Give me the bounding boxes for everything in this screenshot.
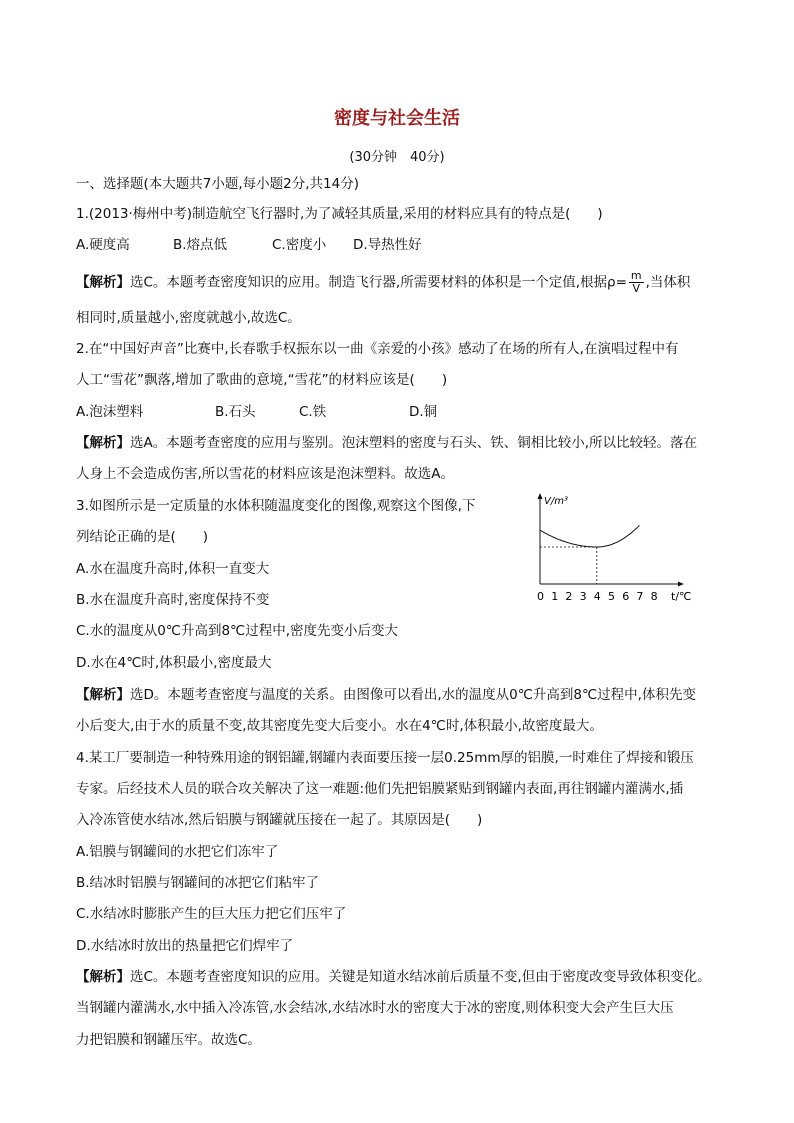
q1-analysis-text-pre: 选C。本题考查密度知识的应用。制造飞行器,所需要材料的体积是一个定值,根据ρ= <box>130 274 627 291</box>
q1-option-d: D.导热性好 <box>353 237 422 253</box>
x-axis-arrow <box>678 582 684 587</box>
x-tick-label: 6 <box>622 590 630 603</box>
q1-analysis-line-2: 相同时,质量越小,密度就越小,故选C。 <box>76 310 301 326</box>
q2-analysis-line-2: 人身上不会造成伤害,所以雪花的材料应该是泡沫塑料。故选A。 <box>76 466 455 482</box>
q3-option-b: B.水在温度升高时,密度保持不变 <box>76 592 270 608</box>
q2-stem-line-2: 人工“雪花”飘落,增加了歌曲的意境,“雪花”的材料应该是( ) <box>76 372 448 388</box>
q2-analysis-tag: 【解析】 <box>76 435 130 451</box>
page-title: 密度与社会生活 <box>334 108 460 129</box>
q4-stem-line-1: 4.某工厂要制造一种特殊用途的钢铝罐,钢罐内表面要压接一层0.25mm厚的铝膜,一时难住了焊接和锻压 <box>76 750 694 766</box>
q3-analysis-tag: 【解析】 <box>76 687 130 703</box>
time-score-note: (30分钟 40分) <box>349 150 445 165</box>
q4-stem-line-3: 入冷冻管使水结冰,然后铝膜与钢罐就压接在一起了。其原因是( ) <box>76 812 483 828</box>
q3-stem-line-1: 3.如图所示是一定质量的水体积随温度变化的图像,观察这个图像,下 <box>76 498 476 514</box>
q4-analysis-tag: 【解析】 <box>76 969 130 985</box>
q1-analysis-tag: 【解析】 <box>76 274 130 291</box>
q1-options <box>76 236 422 254</box>
q2-option-c: C.铁 <box>299 404 327 420</box>
q3-option-d: D.水在4℃时,体积最小,密度最大 <box>76 655 272 671</box>
volume-temperature-chart <box>528 492 698 604</box>
x-tick-label: 3 <box>579 590 587 603</box>
x-tick-labels <box>537 590 658 603</box>
q4-analysis-line-1 <box>76 968 711 986</box>
x-axis-label: t/℃ <box>671 590 692 603</box>
fraction-numerator: m <box>630 269 642 282</box>
y-axis-label: V/m³ <box>544 496 568 507</box>
q1-option-c: C.密度小 <box>272 237 327 253</box>
x-tick-label: 0 <box>537 590 544 603</box>
x-tick-label: 1 <box>551 590 559 603</box>
q2-option-a: A.泡沫塑料 <box>76 404 144 420</box>
section-heading: 一、选择题(本大题共7小题,每小题2分,共14分) <box>76 176 359 192</box>
q3-analysis-line-1 <box>76 686 696 704</box>
q1-stem: 1.(2013·梅州中考)制造航空飞行器时,为了减轻其质量,采用的材料应具有的特点是( ) <box>76 206 603 222</box>
q2-stem-line-1: 2.在“中国好声音”比赛中,长春歌手权振东以一曲《亲爱的小孩》感动了在场的所有人,在演唱过程中有 <box>76 341 679 357</box>
q1-analysis-line-1 <box>76 270 690 295</box>
fraction-denominator: V <box>632 282 641 295</box>
q3-analysis-text: 选D。本题考查密度与温度的关系。由图像可以看出,水的温度从0℃升高到8℃过程中,体积先变 <box>130 687 696 703</box>
q4-option-b: B.结冰时铝膜与钢罐间的冰把它们粘牢了 <box>76 875 320 891</box>
q2-option-b: B.石头 <box>215 404 256 420</box>
q4-option-c: C.水结冰时膨胀产生的巨大压力把它们压牢了 <box>76 906 347 922</box>
q4-option-a: A.铝膜与钢罐间的水把它们冻牢了 <box>76 844 279 860</box>
y-axis-arrow <box>538 493 543 499</box>
q1-option-b: B.熔点低 <box>173 237 228 253</box>
q3-analysis-line-2: 小后变大,由于水的质量不变,故其密度先变大后变小。水在4℃时,体积最小,故密度最大。 <box>76 718 603 734</box>
q3-stem-line-2: 列结论正确的是( ) <box>76 529 209 545</box>
q1-analysis-text-post: ,当体积 <box>645 274 691 291</box>
q2-options <box>76 403 437 421</box>
q4-analysis-line-2: 当钢罐内灌满水,水中插入冷冻管,水会结冰,水结冰时水的密度大于冰的密度,则体积变大会产生巨大压 <box>76 1000 674 1016</box>
q3-option-a: A.水在温度升高时,体积一直变大 <box>76 561 270 577</box>
density-fraction <box>629 270 644 295</box>
q2-analysis-line-1 <box>76 434 697 452</box>
q2-option-d: D.铜 <box>409 404 438 420</box>
x-tick-label: 7 <box>636 590 644 603</box>
x-tick-label: 8 <box>650 590 658 603</box>
x-tick-label: 4 <box>593 590 601 603</box>
q3-option-c: C.水的温度从0℃升高到8℃过程中,密度先变小后变大 <box>76 623 399 639</box>
q4-stem-line-2: 专家。后经技术人员的联合攻关解决了这一难题:他们先把铝膜紧贴到钢罐内表面,再往钢罐内灌满水,插 <box>76 781 684 797</box>
q1-option-a: A.硬度高 <box>76 237 130 253</box>
x-tick-label: 5 <box>608 590 615 603</box>
q4-analysis-text: 选C。本题考查密度知识的应用。关键是知道水结冰前后质量不变,但由于密度改变导致体积变化。 <box>130 969 711 985</box>
x-tick-label: 2 <box>565 590 573 603</box>
q4-analysis-line-3: 力把铝膜和钢罐压牢。故选C。 <box>76 1032 261 1048</box>
volume-curve <box>540 525 639 547</box>
q4-option-d: D.水结冰时放出的热量把它们焊牢了 <box>76 938 294 954</box>
q2-analysis-text: 选A。本题考查密度的应用与鉴别。泡沫塑料的密度与石头、铁、铜相比较小,所以比较轻。落在 <box>130 435 698 451</box>
